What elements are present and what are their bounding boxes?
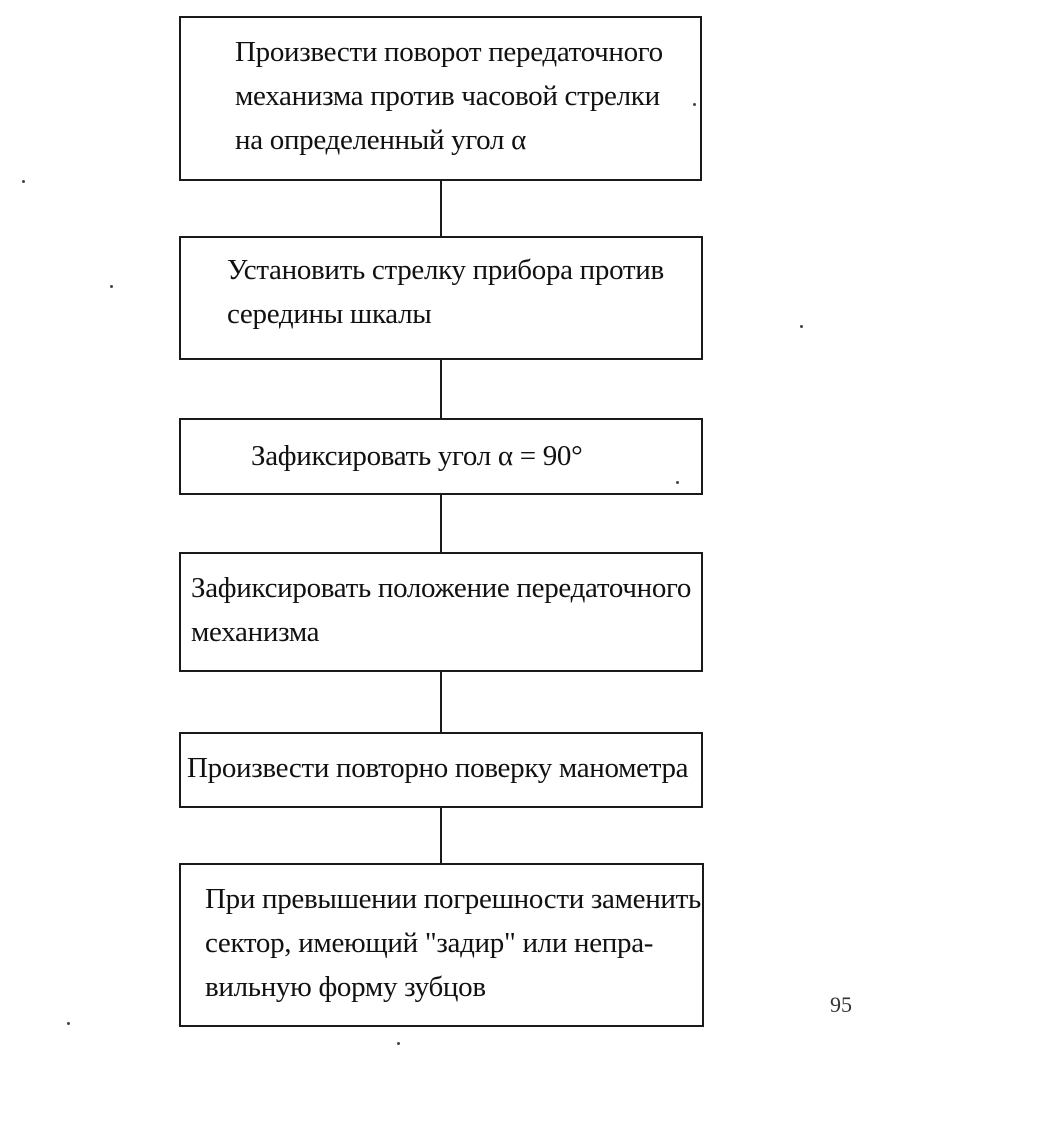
step-text-line: Зафиксировать положение передаточного <box>191 572 692 604</box>
scan-speck <box>800 325 803 328</box>
scan-speck <box>693 103 696 106</box>
scan-speck <box>22 180 25 183</box>
flowchart-step-rotate-mechanism <box>179 16 702 181</box>
connector-line <box>440 672 442 732</box>
step-text-line: сектор, имеющий "задир" или непра- <box>205 927 654 959</box>
step-text-line: Произвести поворот передаточного <box>235 36 663 68</box>
scan-speck <box>67 1022 70 1025</box>
step-text-line: на определенный угол α <box>235 124 527 156</box>
step-text-line: При превышении погрешности заменить <box>205 883 701 915</box>
connector-line <box>440 181 442 236</box>
scan-speck <box>110 285 113 288</box>
flowchart-step-fix-position <box>179 552 703 672</box>
connector-line <box>440 808 442 863</box>
step-text-line: механизма против часовой стрелки <box>235 80 660 112</box>
flowchart-step-fix-angle <box>179 418 703 495</box>
step-text-line: Произвести повторно поверку манометра <box>187 752 689 784</box>
flowchart-step-repeat-verification <box>179 732 703 808</box>
flowchart-step-replace-sector <box>179 863 704 1027</box>
step-text-line: Установить стрелку прибора против <box>227 254 664 286</box>
step-text-line: вильную форму зубцов <box>205 971 486 1003</box>
step-text-line: Зафиксировать угол α = 90° <box>251 440 583 472</box>
scan-speck <box>676 481 679 484</box>
flowchart-step-set-pointer <box>179 236 703 360</box>
step-text-line: середины шкалы <box>227 298 432 330</box>
connector-line <box>440 360 442 418</box>
scan-speck <box>397 1042 400 1045</box>
connector-line <box>440 495 442 552</box>
page-number: 95 <box>830 992 852 1017</box>
step-text-line: механизма <box>191 616 320 648</box>
